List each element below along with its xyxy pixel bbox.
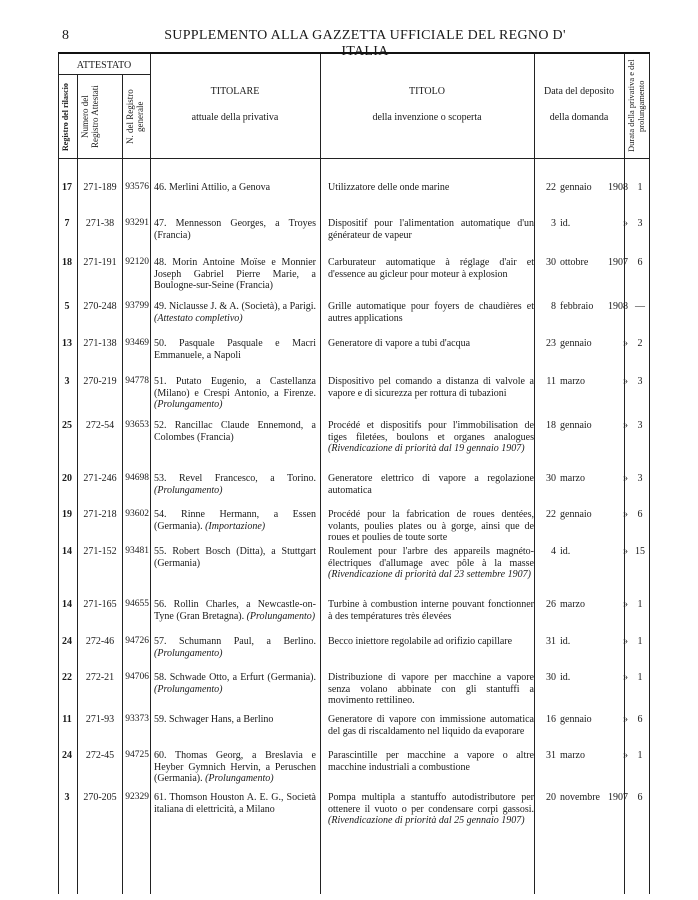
header-registro-generale: N. del Registro generale [125, 89, 145, 145]
rule [58, 158, 650, 159]
registro-generale: 93481 [125, 546, 149, 556]
titolo-text: Distribuzione di vapore per macchine a vapore senza volano abbinate con gli stantuffi a movimento rettilineo. [328, 672, 534, 706]
registro-rilascio: 14 [62, 546, 72, 557]
durata: 1 [637, 636, 643, 647]
header-registro-rilascio: Registro del rilascio [61, 83, 70, 151]
data-deposito [538, 420, 628, 432]
date-month: gennaio [560, 182, 592, 193]
registro-rilascio: 11 [62, 714, 72, 725]
date-day: 8 [551, 301, 556, 312]
registro-generale: 92329 [125, 792, 149, 802]
durata: 3 [637, 376, 643, 387]
date-month: gennaio [560, 714, 592, 725]
registro-generale: 94655 [125, 599, 149, 609]
titolare-text: 46. Merlini Attilio, a Genova [154, 182, 271, 193]
titolare-text: 52. Rancillac Claude Ennemond, a Colombes (Francia) [154, 420, 316, 443]
registro-rilascio: 25 [62, 420, 72, 431]
titolo-text: Parascintille per macchine a vapore o altre macchine industriali a combustione [328, 750, 534, 773]
titolo [328, 338, 534, 350]
numero-attestato: 271-93 [85, 714, 115, 725]
numero-attestato: 270-248 [83, 301, 117, 312]
titolo-text: Generatore elettrico di vapore a regolazione automatica [328, 473, 534, 496]
registro-rilascio: 19 [62, 509, 72, 520]
date-day: 4 [551, 546, 556, 557]
date-month: gennaio [560, 509, 592, 520]
date-day: 11 [546, 376, 556, 387]
date-month: marzo [560, 473, 585, 484]
durata: 6 [637, 714, 643, 725]
titolare-text: 59. Schwager Hans, a Berlino [154, 714, 274, 725]
registro-rilascio: 17 [62, 182, 72, 193]
durata: 3 [637, 420, 643, 431]
data-deposito [538, 599, 628, 611]
date-month: marzo [560, 376, 585, 387]
registro-generale: 93373 [125, 714, 149, 724]
date-year: » [623, 714, 628, 725]
registro-rilascio: 7 [64, 218, 70, 229]
titolare [154, 599, 316, 622]
titolare [154, 218, 316, 241]
titolo-text: Dispositif pour l'alimentation automatique d'un générateur de vapeur [328, 218, 534, 241]
durata: 1 [637, 672, 643, 683]
data-deposito [538, 218, 628, 230]
data-deposito [538, 338, 628, 350]
registro-rilascio: 14 [62, 599, 72, 610]
rule [58, 74, 150, 75]
titolo [328, 509, 534, 544]
date-year: 1908 [608, 182, 628, 193]
titolo [328, 546, 534, 581]
numero-attestato: 271-165 [83, 599, 117, 610]
titolo-text: Becco iniettore regolabile ad orifizio capillare [328, 636, 513, 647]
durata: 6 [637, 792, 643, 803]
data-deposito [538, 672, 628, 684]
header-titolare: TITOLARE [210, 86, 260, 97]
titolare-note: (Prolungamento) [154, 399, 223, 410]
titolare-text: 51. Putato Eugenio, a Castellanza (Milano) e Crespi Antonio, a Firenze. [154, 376, 316, 399]
titolare-note: (Prolungamento) [205, 773, 274, 784]
data-deposito [538, 750, 628, 762]
titolare-text: 58. Schwade Otto, a Erfurt (Germania). [154, 672, 316, 683]
titolo-text: Dispositivo pel comando a distanza di valvole a vapore e di sicurezza per rottura di tubazioni [328, 376, 534, 399]
date-year: 1907 [608, 257, 628, 268]
date-year: 1908 [608, 301, 628, 312]
titolare-text: 49. Niclausse J. & A. (Società), a Parigi. [154, 301, 316, 312]
data-deposito [538, 792, 628, 804]
date-month: marzo [560, 750, 585, 761]
date-day: 3 [551, 218, 556, 229]
data-deposito [538, 473, 628, 485]
durata: 6 [637, 257, 643, 268]
registro-generale: 94778 [125, 376, 149, 386]
registro-generale: 92120 [125, 257, 149, 267]
date-day: 30 [546, 672, 556, 683]
titolare-note: (Prolungamento) [154, 647, 223, 659]
registro-generale: 93576 [125, 182, 149, 192]
titolare [154, 546, 316, 569]
date-year: » [623, 599, 628, 610]
registro-rilascio: 24 [62, 750, 72, 761]
titolare [154, 420, 316, 443]
header-attestato: ATTESTATO [76, 60, 132, 71]
titolare-note: (Prolungamento) [154, 683, 223, 695]
date-month: gennaio [560, 420, 592, 431]
numero-attestato: 271-189 [83, 182, 117, 193]
registro-rilascio: 13 [62, 338, 72, 349]
titolare [154, 792, 316, 815]
titolo [328, 750, 534, 773]
registro-rilascio: 3 [64, 792, 70, 803]
date-month: ottobre [560, 257, 589, 268]
date-year: » [623, 546, 628, 557]
date-year: » [623, 672, 628, 683]
titolo-text: Turbine à combustion interne pouvant fonctionner à des températures très élevées [328, 599, 534, 622]
titolare-note: (Attestato completivo) [154, 312, 243, 324]
numero-attestato: 271-38 [85, 218, 115, 229]
registro-generale: 93799 [125, 301, 149, 311]
registro-rilascio: 18 [62, 257, 72, 268]
numero-attestato: 271-246 [83, 473, 117, 484]
date-day: 22 [546, 182, 556, 193]
titolo-text: Grille automatique pour foyers de chaudières et autres applications [328, 301, 534, 324]
date-day: 18 [546, 420, 556, 431]
date-year: » [623, 420, 628, 431]
titolo-text: Procédé pour la fabrication de roues dentées, volants, poulies plates ou à gorge, ainsi que de roues et poulies de toute sorte [328, 509, 534, 543]
registro-generale: 94725 [125, 750, 149, 760]
page-title: SUPPLEMENTO ALLA GAZZETTA UFFICIALE DEL REGNO D' ITALIA [164, 28, 566, 59]
registro-rilascio: 24 [62, 636, 72, 647]
numero-attestato: 272-46 [85, 636, 115, 647]
registro-rilascio: 5 [64, 301, 70, 312]
data-deposito [538, 714, 628, 726]
date-day: 31 [546, 636, 556, 647]
titolare-note: (Prolungamento) [154, 484, 223, 496]
date-month: id. [560, 218, 571, 229]
titolo [328, 672, 534, 707]
numero-attestato: 272-21 [85, 672, 115, 683]
page-header [0, 26, 698, 59]
date-month: gennaio [560, 338, 592, 349]
date-month: id. [560, 672, 571, 683]
titolo-text: Utilizzatore delle onde marine [328, 182, 450, 193]
date-year: » [623, 750, 628, 761]
durata: 3 [637, 218, 643, 229]
titolo [328, 218, 534, 241]
date-day: 26 [546, 599, 556, 610]
patent-table [58, 52, 650, 894]
data-deposito [538, 301, 628, 313]
titolare [154, 509, 316, 532]
durata: 15 [635, 546, 645, 557]
titolare-note: (Importazione) [205, 520, 266, 532]
rule [150, 54, 151, 894]
date-year: » [623, 376, 628, 387]
date-day: 30 [546, 473, 556, 484]
titolo-text: Carburateur automatique à réglage d'air et d'essence au gicleur pour moteur à explosion [328, 257, 534, 280]
numero-attestato: 271-138 [83, 338, 117, 349]
header-titolo: TITOLO [409, 86, 445, 97]
registro-rilascio: 22 [62, 672, 72, 683]
titolare [154, 672, 316, 695]
data-deposito [538, 546, 628, 558]
titolare-text: 56. Rollin Charles, a Newcastle-on-Tyne (Gran Bretagna). [154, 599, 316, 622]
titolo [328, 301, 534, 324]
date-day: 31 [546, 750, 556, 761]
titolare-text: 48. Morin Antoine Moïse e Monnier Joseph Gabriel Pierre Marie, a Boulogne-sur-Seine (Francia) [154, 257, 316, 291]
header-durata: Durata della privativa e del prolungamento [626, 59, 646, 153]
titolo [328, 376, 534, 399]
registro-rilascio: 3 [64, 376, 70, 387]
titolo-note: (Rivendicazione di priorità dal 19 gennaio 1907) [328, 443, 525, 454]
titolo-text: Generatore di vapore a tubi d'acqua [328, 338, 471, 349]
titolare [154, 301, 316, 324]
durata: 3 [637, 473, 643, 484]
titolo-note: (Rivendicazione di priorità dal 25 gennaio 1907) [328, 815, 525, 826]
durata: 6 [637, 509, 643, 520]
registro-generale: 93602 [125, 509, 149, 519]
date-day: 16 [546, 714, 556, 725]
durata: 1 [637, 599, 643, 610]
data-deposito [538, 636, 628, 648]
data-deposito [538, 182, 628, 194]
numero-attestato: 272-45 [85, 750, 115, 761]
date-year: » [623, 509, 628, 520]
numero-attestato: 271-191 [83, 257, 117, 268]
date-year: » [623, 636, 628, 647]
titolare [154, 257, 316, 292]
date-month: id. [560, 636, 571, 647]
page-number: 8 [62, 28, 69, 43]
titolo-text: Generatore di vapore con immissione automatica del gas di riscaldamento nel liquido da evaporare [328, 714, 534, 737]
titolare [154, 636, 316, 659]
titolo [328, 182, 534, 194]
data-deposito [538, 509, 628, 521]
numero-attestato: 272-54 [85, 420, 115, 431]
titolare-text: 57. Schumann Paul, a Berlino. [154, 636, 316, 647]
date-year: » [623, 218, 628, 229]
registro-generale: 94726 [125, 636, 149, 646]
durata: 2 [637, 338, 643, 349]
titolo-text: Roulement pour l'arbre des appareils magnéto-électriques d'allumage avec pôle à la masse [328, 546, 534, 569]
titolare [154, 376, 316, 411]
numero-attestato: 270-219 [83, 376, 117, 387]
numero-attestato: 271-218 [83, 509, 117, 520]
titolo [328, 636, 534, 648]
durata: 1 [637, 750, 643, 761]
titolo-note: (Rivendicazione di priorità dal 23 settembre 1907) [328, 569, 531, 580]
titolare [154, 473, 316, 496]
titolare [154, 338, 316, 361]
titolo-text: Pompa multipla a stantuffo autodistributore per ottenere il vuoto o per condensare corpi gassosi. [328, 792, 534, 815]
titolo [328, 257, 534, 280]
titolare-text: 50. Pasquale Pasquale e Macri Emmanuele, a Napoli [154, 338, 316, 361]
numero-attestato: 270-205 [83, 792, 117, 803]
header-deposito-sub: della domanda [549, 112, 609, 123]
titolare-text: 53. Revel Francesco, a Torino. [154, 473, 316, 484]
titolo [328, 599, 534, 622]
titolare-text: 54. Rinne Hermann, a Essen (Germania). [154, 509, 316, 532]
titolare [154, 750, 316, 785]
numero-attestato: 271-152 [83, 546, 117, 557]
rule [320, 54, 321, 894]
registro-generale: 94698 [125, 473, 149, 483]
durata: 1 [637, 182, 643, 193]
titolo [328, 714, 534, 737]
date-day: 23 [546, 338, 556, 349]
date-year: » [623, 473, 628, 484]
titolare [154, 714, 316, 726]
date-day: 22 [546, 509, 556, 520]
date-month: marzo [560, 599, 585, 610]
date-month: febbraio [560, 301, 594, 312]
header-numero-registro: Numero del Registro Attestati [80, 85, 100, 149]
durata: — [635, 301, 645, 312]
titolo [328, 473, 534, 496]
titolare-text: 60. Thomas Georg, a Breslavia e Heyber Gymnich Hervin, a Peruschen (Germania). [154, 750, 316, 784]
data-deposito [538, 376, 628, 388]
header-deposito: Data del deposito [544, 86, 614, 97]
titolare-text: 55. Robert Bosch (Ditta), a Stuttgart (Germania) [154, 546, 316, 569]
date-year: » [623, 338, 628, 349]
header-titolare-sub: attuale della privativa [191, 112, 279, 123]
titolare-note: (Prolungamento) [246, 610, 316, 622]
titolare [154, 182, 316, 194]
registro-generale: 93653 [125, 420, 149, 430]
date-month: novembre [560, 792, 600, 803]
header-titolo-sub: della invenzione o scoperta [372, 112, 482, 123]
titolo [328, 420, 534, 455]
date-year: 1907 [608, 792, 628, 803]
titolare-text: 61. Thomson Houston A. E. G., Società italiana di elettricità, a Milano [154, 792, 316, 815]
titolo-text: Procédé et dispositifs pour l'immobilisation de tiges filetées, boulons et organes analogues [328, 420, 534, 443]
registro-rilascio: 20 [62, 473, 72, 484]
date-day: 30 [546, 257, 556, 268]
registro-generale: 94706 [125, 672, 149, 682]
rule [534, 54, 535, 894]
data-deposito [538, 257, 628, 269]
titolare-text: 47. Mennesson Georges, a Troyes (Francia) [154, 218, 316, 241]
registro-generale: 93469 [125, 338, 149, 348]
date-day: 20 [546, 792, 556, 803]
registro-generale: 93291 [125, 218, 149, 228]
titolo [328, 792, 534, 827]
date-month: id. [560, 546, 571, 557]
